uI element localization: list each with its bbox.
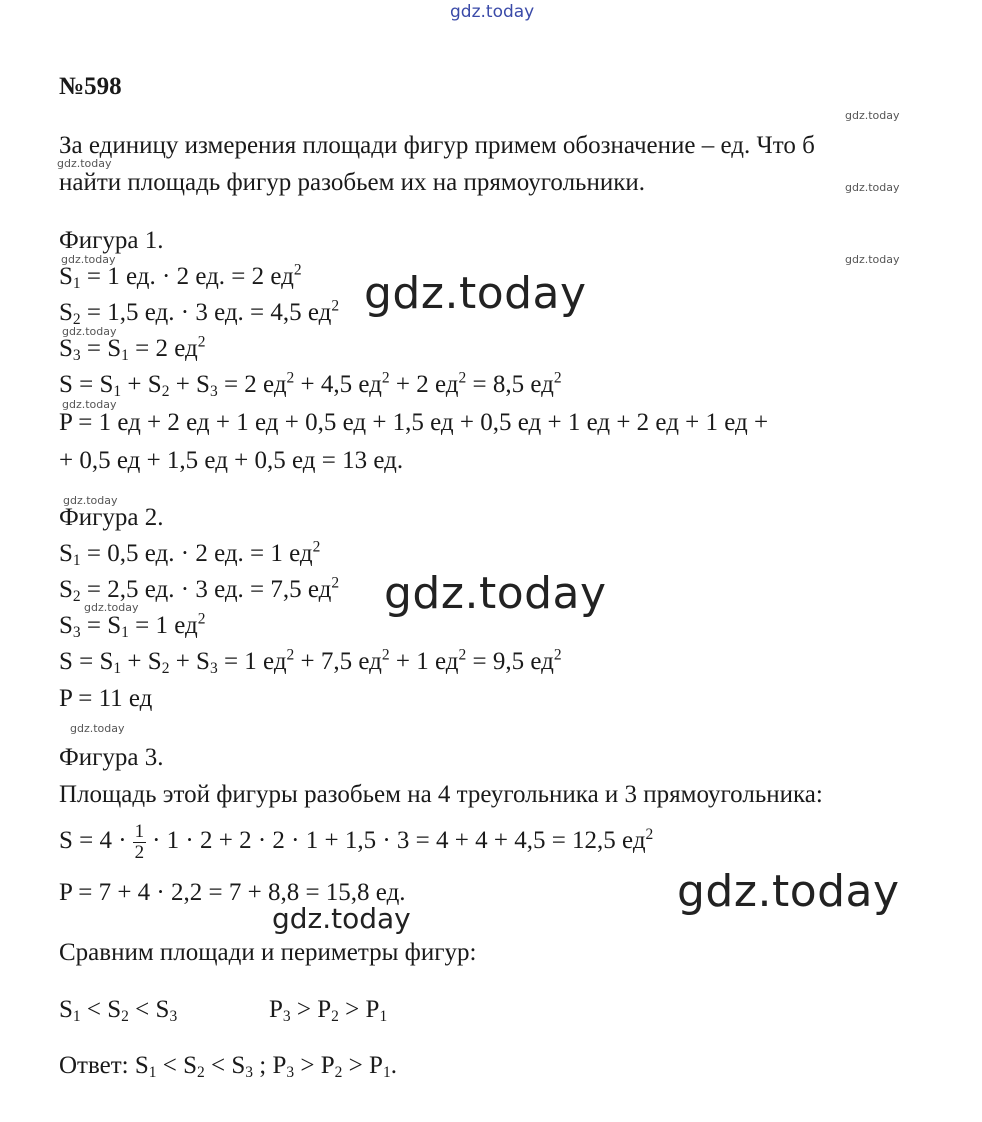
- watermark-small-2: gdz.today: [57, 157, 112, 170]
- fig3-area: S = 4 · $\frac{1}{2}$ · 1 · 2 + 2 · 2 · 1 + 1,5 · 3 = 4 + 4 + 4,5 = 12,5 $ед^2$: [59, 821, 654, 863]
- watermark-medium: gdz.today: [272, 902, 411, 935]
- fig2-s3: $S_3 = S_1 = 1$ $ед^2$: [59, 610, 206, 641]
- fig2-s2: $S_2 = 2,5$ ед. · 3 ед. = 7,5 $ед^2$: [59, 574, 340, 605]
- fig1-s2: $S_2 = 1,5$ ед. · 3 ед. = 4,5 $ед^2$: [59, 297, 340, 328]
- watermark-large-1: gdz.today: [364, 268, 587, 319]
- watermark-small-4: gdz.today: [61, 253, 116, 266]
- fig2-heading: Фигура 2.: [59, 504, 164, 531]
- watermark-small-10: gdz.today: [70, 722, 125, 735]
- fig3-perimeter: P = 7 + 4 · 2,2 = 7 + 8,8 = 15,8 ед.: [59, 879, 406, 906]
- watermark-small-7: gdz.today: [62, 398, 117, 411]
- intro-line-2: найти площадь фигур разобьем их на прямоугольники.: [59, 169, 645, 196]
- fraction-one-half: $\frac{1}{2}$: [134, 821, 145, 863]
- fig2-s1: $S_1 = 0,5$ ед. · 2 ед. = 1 $ед^2$: [59, 538, 321, 569]
- compare-perimeters: $P_3 > P_2 > P_1$: [269, 996, 388, 1025]
- fig1-perimeter-line-2: + 0,5 ед + 1,5 ед + 0,5 ед = 13 ед.: [59, 447, 404, 474]
- watermark-small-9: gdz.today: [84, 601, 139, 614]
- watermark-small-1: gdz.today: [845, 109, 900, 122]
- watermark-small-3: gdz.today: [845, 181, 900, 194]
- fig2-sum: $S = S_1 + S_2 + S_3 = 1$ $ед^2 + 7,5$ $ед^2 + 1$ $ед^2 = 9,5$ $ед^2$: [59, 646, 562, 677]
- fig3-heading: Фигура 3.: [59, 744, 164, 771]
- watermark-large-3: gdz.today: [677, 866, 900, 917]
- problem-number: №598: [59, 73, 122, 100]
- intro-line-1: За единицу измерения площади фигур примем обозначение – ед. Что б: [59, 132, 815, 159]
- fig1-perimeter-line-1: P = 1 ед + 2 ед + 1 ед + 0,5 ед + 1,5 ед + 0,5 ед + 1 ед + 2 ед + 1 ед +: [59, 409, 769, 436]
- fig1-s1: $S_1 = 1$ ед. · 2 ед. = 2 $ед^2$: [59, 261, 302, 292]
- fig1-s3: $S_3 = S_1 = 2$ $ед^2$: [59, 333, 206, 364]
- watermark-small-5: gdz.today: [845, 253, 900, 266]
- fig1-heading: Фигура 1.: [59, 227, 164, 254]
- compare-areas: $S_1 < S_2 < S_3$: [59, 996, 178, 1025]
- watermark-large-2: gdz.today: [384, 568, 607, 619]
- fig1-sum: $S = S_1 + S_2 + S_3 = 2$ $ед^2 + 4,5$ $ед^2 + 2$ $ед^2 = 8,5$ $ед^2$: [59, 369, 562, 400]
- answer: Ответ: $S_1 < S_2 < S_3$ ; $P_3 > P_2 > P_1$.: [59, 1052, 397, 1081]
- watermark-top: gdz.today: [450, 2, 535, 22]
- watermark-small-8: gdz.today: [63, 494, 118, 507]
- fig2-perimeter: P = 11 ед: [59, 685, 153, 712]
- fig3-description: Площадь этой фигуры разобьем на 4 треугольника и 3 прямоугольника:: [59, 781, 823, 808]
- watermark-small-6: gdz.today: [62, 325, 117, 338]
- compare-heading: Сравним площади и периметры фигур:: [59, 939, 477, 966]
